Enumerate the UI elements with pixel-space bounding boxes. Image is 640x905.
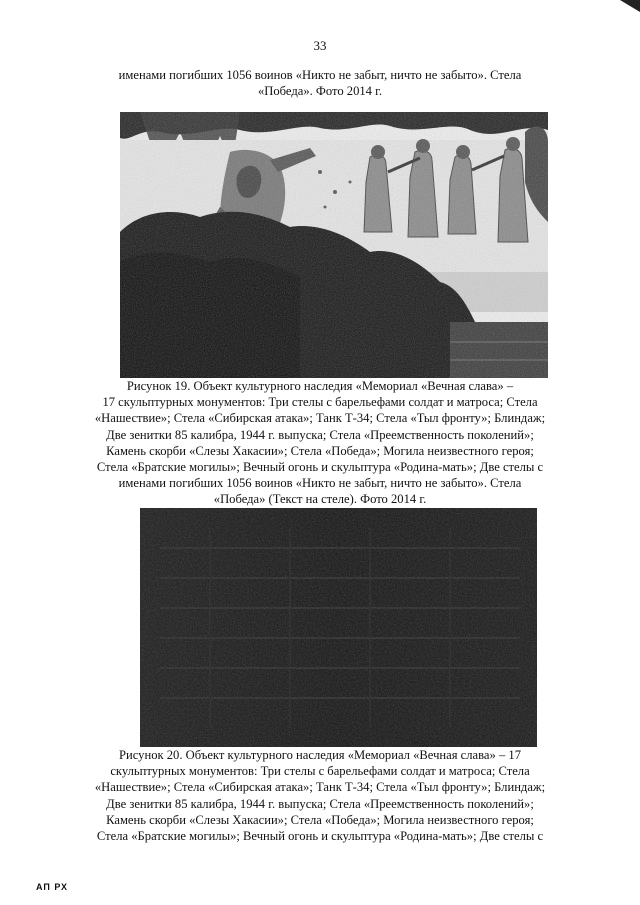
caption-line: скульптурных монументов: Три стелы с барельефами солдат и матроса; Стела — [110, 764, 530, 779]
figure-19-caption — [88, 378, 552, 508]
page-number: 33 — [313, 38, 327, 53]
caption-line: Стела «Братские могилы»; Вечный огонь и скульптура «Родина-мать»; Две стелы с — [96, 829, 544, 844]
caption-line: Две зенитки 85 калибра, 1944 г. выпуска; Стела «Преемственность поколений»; — [106, 427, 534, 442]
footer-stamp: АП РХ — [36, 882, 69, 892]
caption-line: «Победа» (Текст на стеле). Фото 2014 г. — [213, 492, 427, 507]
memorial-stele-dark-photo — [140, 508, 537, 747]
text-line: «Победа». Фото 2014 г. — [257, 84, 383, 99]
caption-line: Две зенитки 85 калибра, 1944 г. выпуска; Стела «Преемственность поколений»; — [106, 796, 534, 811]
caption-line: Стела «Братские могилы»; Вечный огонь и скульптура «Родина-мать»; Две стелы с — [96, 460, 544, 475]
text-line: именами погибших 1056 воинов «Никто не забыт, ничто не забыто». Стела — [118, 68, 522, 82]
caption-line: Камень скорби «Слезы Хакасии»; Стела «Победа»; Могила неизвестного героя; — [106, 812, 534, 827]
caption-line: Рисунок 20. Объект культурного наследия «Мемориал «Вечная слава» – 17 — [118, 748, 521, 762]
continued-caption-text — [90, 67, 550, 99]
memorial-bas-relief-photo — [120, 112, 548, 378]
caption-line: именами погибших 1056 воинов «Никто не забыт, ничто не забыто». Стела — [118, 476, 522, 491]
caption-line: «Нашествие»; Стела «Сибирская атака»; Танк Т-34; Стела «Тыл фронту»; Блиндаж; — [94, 780, 546, 795]
figure-20-caption — [86, 747, 554, 844]
caption-line: 17 скульптурных монументов: Три стелы с барельефами солдат и матроса; Стела — [102, 395, 538, 410]
caption-line: «Нашествие»; Стела «Сибирская атака»; Танк Т-34; Стела «Тыл фронту»; Блиндаж; — [94, 411, 546, 426]
caption-line: Камень скорби «Слезы Хакасии»; Стела «Победа»; Могила неизвестного героя; — [106, 443, 534, 458]
corner-scan-mark — [618, 0, 640, 12]
caption-line: Рисунок 19. Объект культурного наследия «Мемориал «Вечная слава» – — [126, 379, 514, 393]
